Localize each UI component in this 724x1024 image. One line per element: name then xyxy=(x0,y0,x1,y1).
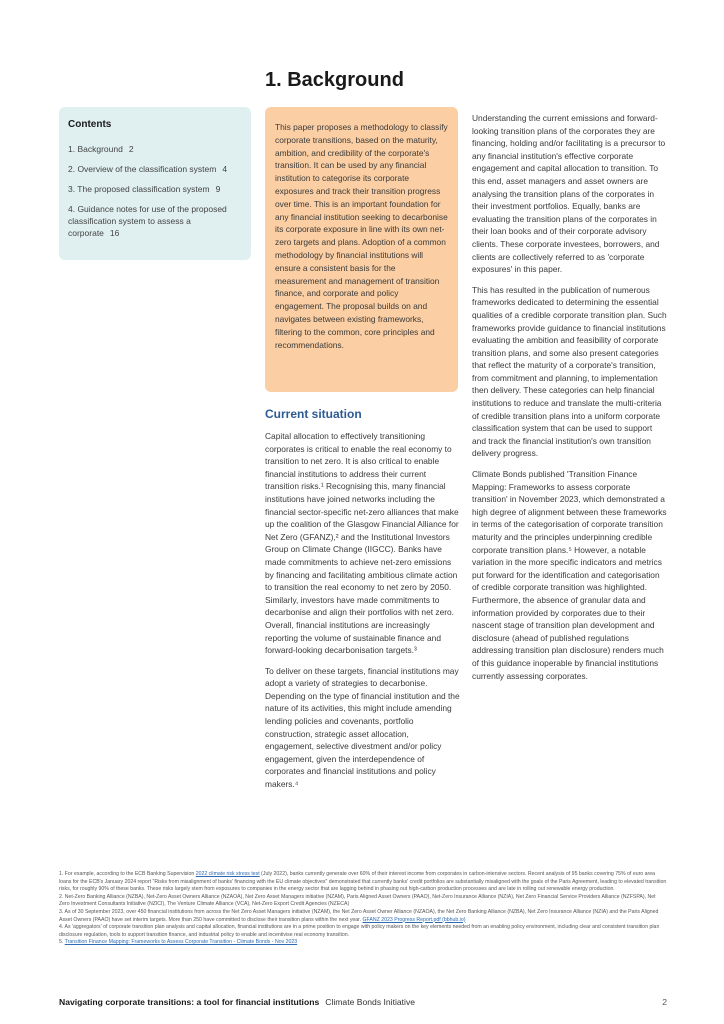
footnotes xyxy=(59,871,667,947)
contents-item-label: 1. Background xyxy=(68,144,123,154)
section-heading-current-situation: Current situation xyxy=(265,407,362,421)
contents-item[interactable] xyxy=(68,163,241,175)
contents-item-label: 4. Guidance notes for use of the proposed classification system to assess a corporate xyxy=(68,204,227,238)
footnote-text: 1. For example, according to the ECB Banking Supervision xyxy=(59,871,196,877)
contents-item-page: 9 xyxy=(215,184,221,194)
footnote-text: 5. xyxy=(59,939,65,946)
contents-item-page: 16 xyxy=(109,228,120,238)
contents-item-page: 4 xyxy=(222,164,228,174)
footnote xyxy=(59,939,667,947)
footnote-text: 2. Net-Zero Banking Alliance (NZBA), Net-Zero Asset Owners Alliance (NZAOA), Net Zero Asset Managers initiative (NZAM), Paris Aligned Asset Owners (PAAO), Net-Zero Insurance Alliance (NZIA), Net Zero Financial Service Providers Alliance (NZFSPA), Net Zero Investment Consultants Initiative (NZICI), The Venture Climate Alliance (VCA), Net-Zero Export Credit Agencies (NZECA) xyxy=(59,893,656,908)
footer-organisation: Climate Bonds Initiative xyxy=(325,997,416,1007)
footnote-link[interactable]: 2022 climate risk stress test xyxy=(195,871,260,877)
page-title: 1. Background xyxy=(265,69,404,91)
contents-item[interactable] xyxy=(68,143,241,155)
contents-item-page: 2 xyxy=(128,144,134,154)
intro-text: This paper proposes a methodology to classify corporate transitions, based on the maturity, ambition, and credibility of the corporate's transition. It can be used by any financial institution to categorise its corporate exposures and track their transition progress over time. This is an important foundation for any financial institution seeking to decarbonise its corporate exposure in line with its own net-zero targets and plans. Adoption of a common methodology by financial institutions will ensure a consistent basis for the measurement and management of transition finance, and corporate and policy engagement. The proposal builds on and navigates between existing frameworks, filtering to the common, core principles and recommendations. xyxy=(275,122,448,350)
contents-item-label: 3. The proposed classification system xyxy=(68,184,210,194)
body-paragraph: This has resulted in the publication of numerous frameworks dedicated to determining the essential qualities of a credible corporate transition plan. Such frameworks provide guidance to financial institutions evaluating the ambition and feasibility of corporate transition plans, and some also present categories that reflect the maturity of a corporate's transition, from commitment and planning, to implementation then delivery. These categories can help financial institutions to reduce and translate the multi-criteria of credible transition plans into a uniform corporate classification system that can be used to support and track the financial institution's own transition delivery progress. xyxy=(472,284,667,459)
body-paragraph: To deliver on these targets, financial institutions may adopt a variety of strategies to decarbonise. Depending on the type of financial institution and the nature of its activities, this might include amending lending policies and covenants, portfolio construction, strategic asset allocation, engagement, selective divestment and/or policy engagement, given the interdependence of corporates and financial institutions and policy makers.⁴ xyxy=(265,665,460,790)
footnote xyxy=(59,871,667,894)
contents-item-label: 2. Overview of the classification system xyxy=(68,164,217,174)
contents-item[interactable] xyxy=(68,203,241,239)
contents-item[interactable] xyxy=(68,183,241,195)
footnote-text: 4. As 'aggregators' of corporate transition plan analysis and capital allocation, financial institutions are in a prime position to engage with policy makers on the key elements needed from an enabling policy environment, including clear and consistent transition plan disclosure regulation, tools to support transition finance, and industrial policy to enable and incentivise real economy transition. xyxy=(59,924,660,938)
body-paragraph: Climate Bonds published 'Transition Finance Mapping: Frameworks to assess corporate transition' in November 2023, which demonstrated a high degree of alignment between these frameworks in terms of the categorisation of corporate transition maturity and the principles underpinning credible corporate transition plans.⁵ However, a notable variation in the more specific indicators and metrics put forward for the identification and categorisation of credible corporate transition was highlighted. Furthermore, the absence of granular data and information provided by corporates due to their nascent stage of transition plan development and disclosure (ahead of published regulations addressing transition plan disclosure) renders much of this guidance inoperable by financial institutions currently assessing corporates. xyxy=(472,469,667,681)
body-paragraph: Understanding the current emissions and forward-looking transition plans of the corporates they are financing, holding and/or facilitating is a precursor to any financial institution's effective corporate engagement and capital allocation to transition. To this end, asset managers and asset owners are analysing the transition plans of the corporates in their investment portfolios. Equally, banks are evaluating the transition plans of the corporates in their loan books and of their corporate advisory clients. These corporate investees, borrowers, and clients are collectively referred to as 'corporate exposures' in this paper. xyxy=(472,113,666,275)
footnote xyxy=(59,924,667,939)
footnote xyxy=(59,909,667,924)
footer-document-title: Navigating corporate transitions: a tool for financial institutions xyxy=(59,997,320,1007)
middle-column xyxy=(265,430,460,799)
right-column xyxy=(472,112,667,690)
footer-page-number: 2 xyxy=(662,997,667,1007)
intro-summary-box xyxy=(265,107,458,392)
footnote-link[interactable]: Transition Finance Mapping: Frameworks to Assess Corporate Transition - Climate Bonds - Nov 2023 xyxy=(64,939,298,946)
contents-heading: Contents xyxy=(68,119,112,130)
page-footer xyxy=(59,997,667,1007)
footnote-text: 3. As of 30 September 2023, over 450 financial institutions from across the Net Zero Asset Managers initiative (NZAM), the Net Zero Asset Owner Alliance (NZAOA), the Net Zero Banking Alliance (NZBA), Net Zero Insurance Alliance (NZIA) and the Paris Aligned Asset Owners (PAAO) have set interim targets. More than 250 have committed to disclose their transition plans within the next year. xyxy=(59,908,659,923)
footnote-link[interactable]: GFANZ 2023 Progress Report.pdf (bbhub.io) xyxy=(362,916,466,923)
contents-box xyxy=(59,107,251,260)
body-paragraph: Capital allocation to effectively transitioning corporates is critical to enable the real economy to transition to net zero. It is also critical to enable financial institutions to address their current transition risks.¹ Recognising this, many financial institutions have joined networks including the financial sector-specific net-zero alliances that make up the coalition of the Glasgow Financial Alliance for Net Zero (GFANZ),² and the Institutional Investors Group on Climate Change (IIGCC). Banks have made commitments to achieve net-zero emissions by financing and facilitating ambitious climate action to transition the real economy to net zero by 2050. Similarly, investors have made commitments to decarbonise and align their portfolios with net zero. Overall, financial institutions are increasingly reporting the volume of sustainable finance and forward-looking decarbonisation targets.³ xyxy=(265,431,459,656)
footnote-text: (July 2022), banks currently generate over 60% of their interest income from corporates in carbon-intensive sectors. Recent analysis of 95 banks covering 75% of euro area loans for the ECB's January 2024 report "Risks from misalignment of banks' financing with the EU climate objectives" demonstrated that currently banks' credit portfolios are substantially misaligned with the goals of the Paris Agreement, leading to elevated transition risks, for roughly 90% of these banks. These risks largely stem from exposures to companies in the energy sector that are lagging behind in phasing out high-carbon production processes and are late in rolling out renewable energy production. xyxy=(59,871,667,893)
footnote xyxy=(59,894,667,909)
